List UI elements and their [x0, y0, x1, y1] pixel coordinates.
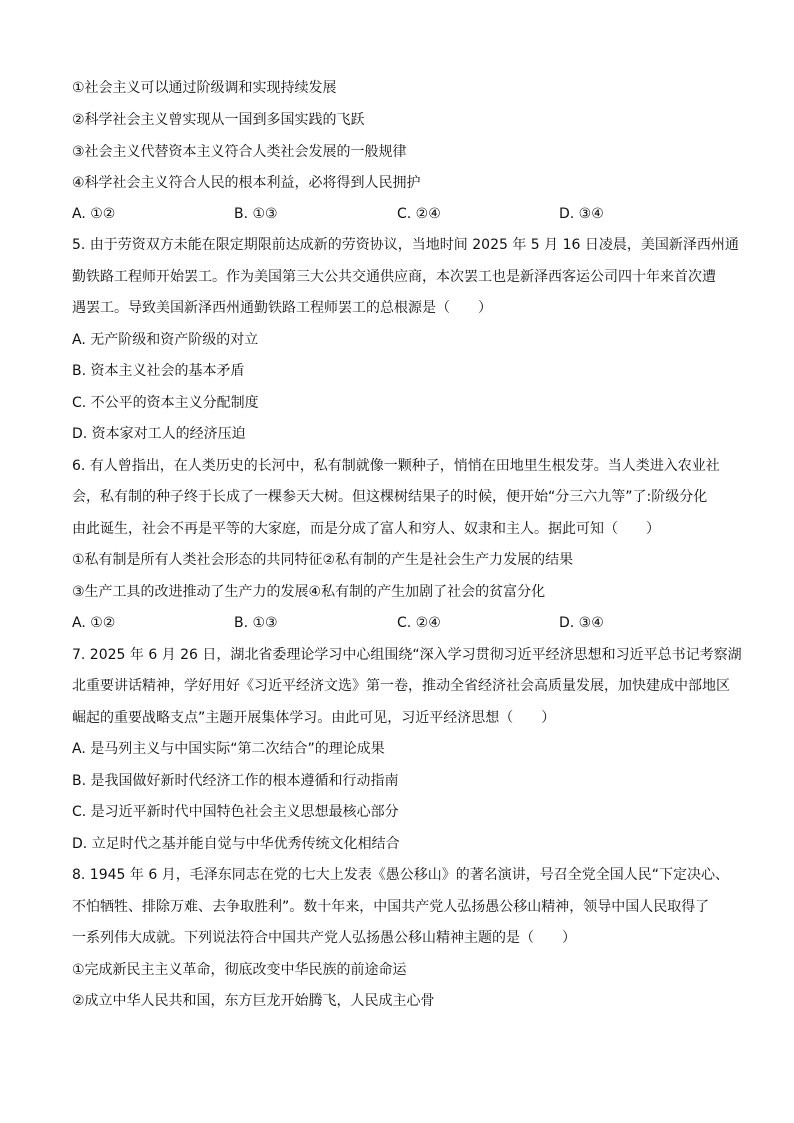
q6-options: [72, 613, 732, 633]
q8-stem-line-3: 一系列伟大成就。下列说法符合中国共产党人弘扬愚公移山精神主题的是（ ）: [72, 930, 576, 946]
q8-stem-line-1: 8. 1945 年 6 月，毛泽东同志在党的七大上发表《愚公移山》的著名演讲，号召全党全国人民“下定决心、: [72, 867, 729, 883]
q7-stem-line-1: 7. 2025 年 6 月 26 日，湖北省委理论学习中心组围绕“深入学习贯彻习近平经济思想和习近平总书记考察湖: [72, 647, 742, 663]
q7-option-d: D. 立足时代之基并能自觉与中华优秀传统文化相结合: [72, 836, 400, 852]
q5-option-d: D. 资本家对工人的经济压迫: [72, 426, 246, 442]
q4-option-b: B. ①③: [234, 206, 278, 222]
q7-stem-line-2: 北重要讲话精神，学好用好《习近平经济文选》第一卷，推动全省经济社会高质量发展，加快建成中部地区: [72, 678, 730, 694]
q6-stem-line-2: 会，私有制的种子终于长成了一棵参天大树。但这棵树结果子的时候，便开始“分三六九等”了:阶级分化: [72, 489, 708, 505]
q4-options: [72, 204, 732, 224]
q5-stem-line-1: 5. 由于劳资双方未能在限定期限前达成新的劳资协议，当地时间 2025 年 5 月 16 日凌晨，美国新泽西州通: [72, 237, 739, 253]
q4-statement-3: ③社会主义代替资本主义符合人类社会发展的一般规律: [72, 144, 407, 160]
q5-option-b: B. 资本主义社会的基本矛盾: [72, 363, 245, 379]
q5-option-c: C. 不公平的资本主义分配制度: [72, 395, 259, 411]
q4-option-a: A. ①②: [72, 206, 116, 222]
q6-option-d: D. ③④: [559, 615, 604, 631]
q5-option-a: A. 无产阶级和资产阶级的对立: [72, 332, 259, 348]
q6-stem-line-1: 6. 有人曾指出，在人类历史的长河中，私有制就像一颗种子，悄悄在田地里生根发芽。当人类进入农业社: [72, 458, 720, 474]
q8-statement-1: ①完成新民主主义革命，彻底改变中华民族的前途命运: [72, 962, 407, 978]
q4-statement-1: ①社会主义可以通过阶级调和实现持续发展: [72, 80, 337, 96]
q7-stem-line-3: 崛起的重要战略支点”主题开展集体学习。由此可见，习近平经济思想（ ）: [72, 710, 556, 726]
q7-option-c: C. 是习近平新时代中国特色社会主义思想最核心部分: [72, 804, 399, 820]
q8-statement-2: ②成立中华人民共和国，东方巨龙开始腾飞，人民成主心骨: [72, 993, 435, 1009]
q5-stem-line-2: 勤铁路工程师开始罢工。作为美国第三大公共交通供应商，本次罢工也是新泽西客运公司四十年来首次遭: [72, 269, 716, 285]
q5-stem-line-3: 遇罢工。导致美国新泽西州通勤铁路工程师罢工的总根源是（ ）: [72, 300, 492, 316]
q6-option-b: B. ①③: [234, 615, 278, 631]
q4-statement-2: ②科学社会主义曾实现从一国到多国实践的飞跃: [72, 112, 365, 128]
q7-option-b: B. 是我国做好新时代经济工作的根本遵循和行动指南: [72, 773, 399, 789]
q6-option-a: A. ①②: [72, 615, 116, 631]
q7-option-a: A. 是马列主义与中国实际“第二次结合”的理论成果: [72, 741, 385, 757]
q4-statement-4: ④科学社会主义符合人民的根本利益，必将得到人民拥护: [72, 175, 421, 191]
q6-stem-line-3: 由此诞生，社会不再是平等的大家庭，而是分成了富人和穷人、奴隶和主人。据此可知（ ）: [72, 521, 660, 537]
q4-option-c: C. ②④: [397, 206, 441, 222]
q4-option-d: D. ③④: [559, 206, 604, 222]
q8-stem-line-2: 不怕牺牲、排除万难、去争取胜利”。数十年来，中国共产党人弘扬愚公移山精神，领导中国人民取得了: [72, 899, 710, 915]
q6-statements-line-2: ③生产工具的改进推动了生产力的发展④私有制的产生加剧了社会的贫富分化: [72, 584, 546, 600]
q6-option-c: C. ②④: [397, 615, 441, 631]
q6-statements-line-1: ①私有制是所有人类社会形态的共同特征②私有制的产生是社会生产力发展的结果: [72, 552, 574, 568]
